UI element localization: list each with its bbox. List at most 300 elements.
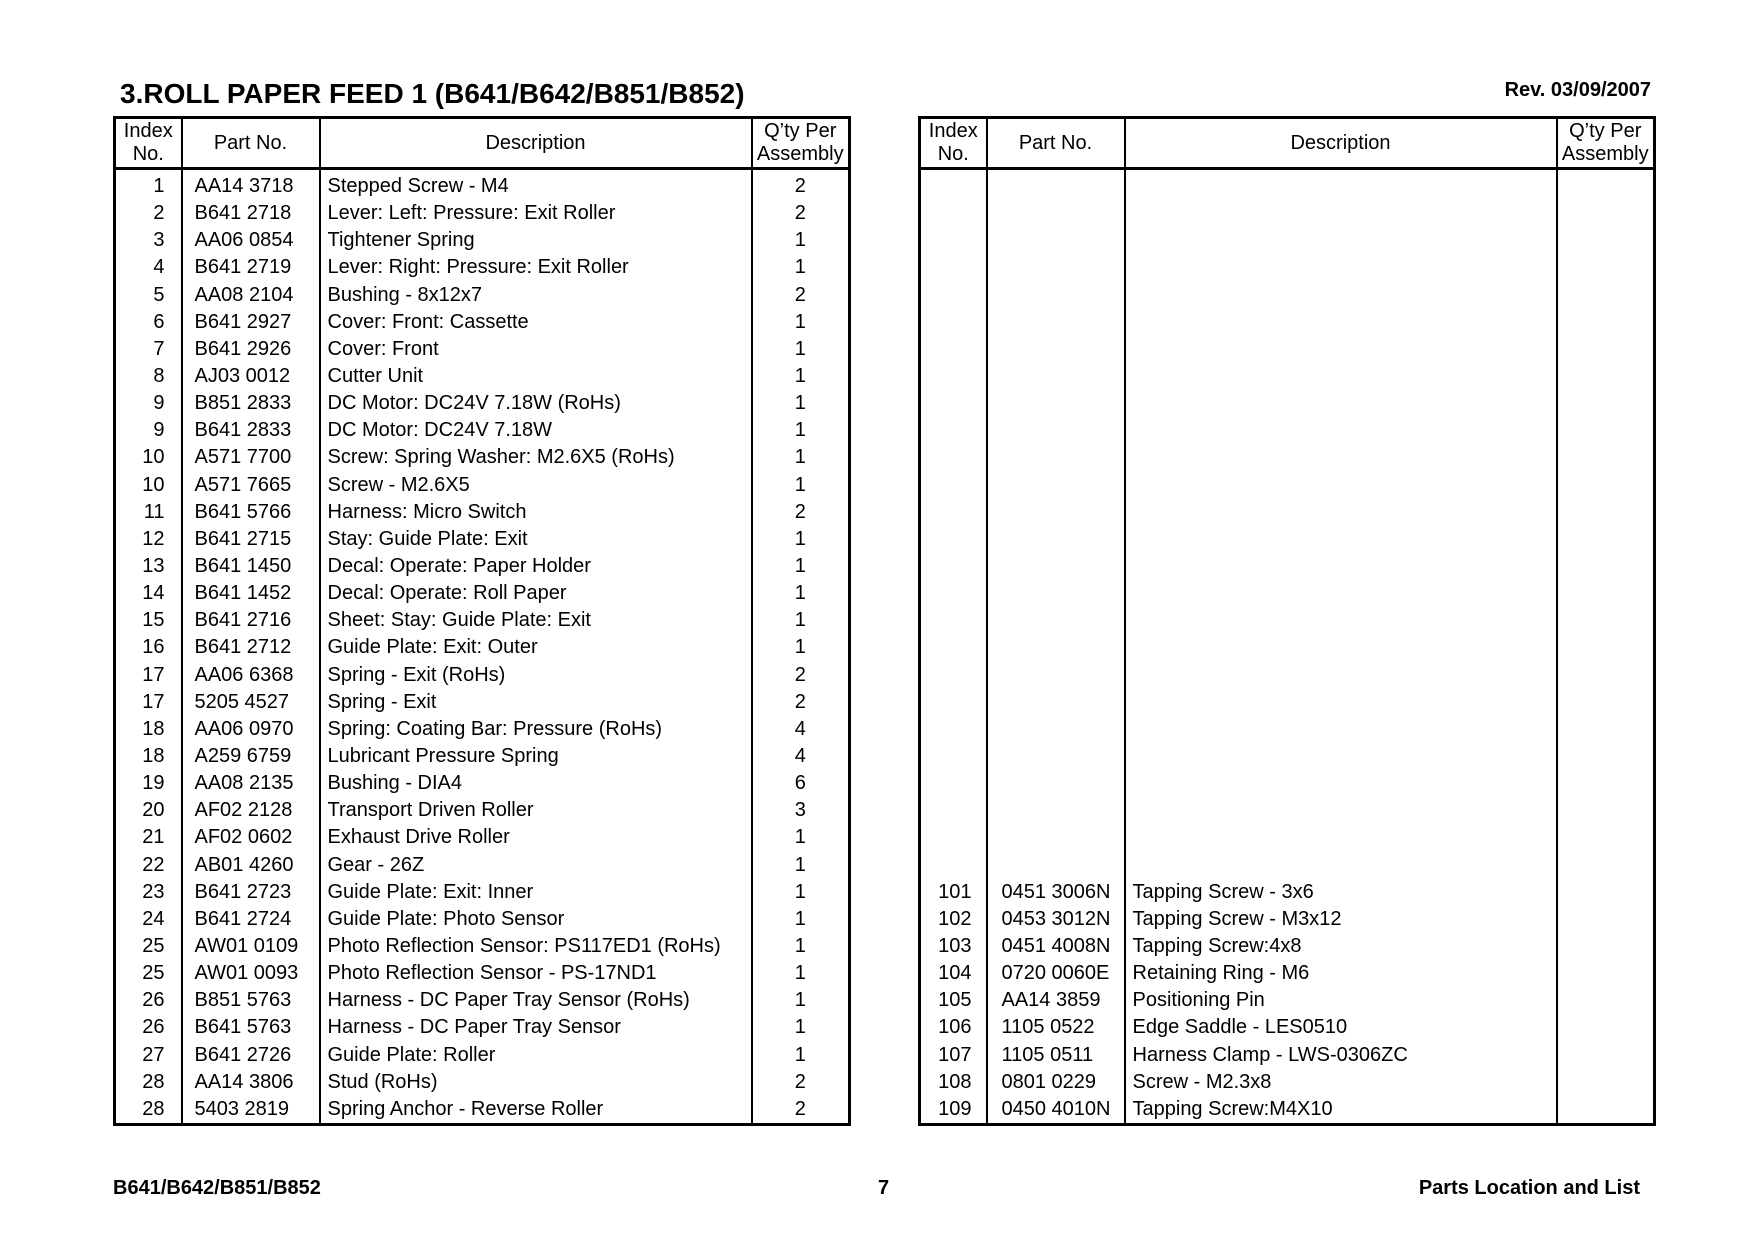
cell-index [920,363,987,390]
cell-qty [1557,169,1655,201]
table-row [115,716,850,743]
cell-part-no: 0453 3012N [987,906,1125,933]
cell-description: Guide Plate: Exit: Outer [320,634,752,661]
cell-index [920,770,987,797]
table-row [920,662,1655,689]
cell-qty [1557,254,1655,281]
cell-part-no: B641 2715 [182,526,320,553]
cell-description: Tapping Screw - M3x12 [1125,906,1557,933]
cell-index: 23 [115,879,182,906]
cell-index: 107 [920,1042,987,1069]
table-row [920,444,1655,471]
cell-qty [1557,390,1655,417]
cell-index: 19 [115,770,182,797]
table-row [920,797,1655,824]
cell-description [1125,634,1557,661]
cell-part-no [987,417,1125,444]
table-row [115,743,850,770]
cell-description [1125,227,1557,254]
cell-qty [1557,309,1655,336]
cell-description: Guide Plate: Photo Sensor [320,906,752,933]
cell-qty [1557,879,1655,906]
cell-part-no [987,634,1125,661]
cell-qty [1557,1096,1655,1125]
cell-part-no [987,580,1125,607]
cell-index [920,200,987,227]
cell-index [920,282,987,309]
cell-part-no: B641 2833 [182,417,320,444]
table-row [115,824,850,851]
table-row [115,1042,850,1069]
cell-index [920,336,987,363]
cell-description: Harness - DC Paper Tray Sensor (RoHs) [320,987,752,1014]
table-row [920,824,1655,851]
cell-part-no: AA06 0854 [182,227,320,254]
cell-index: 4 [115,254,182,281]
col-header-qty: Q’ty Per Assembly [752,118,850,169]
cell-qty [1557,797,1655,824]
cell-description: Stepped Screw - M4 [320,169,752,201]
cell-part-no [987,390,1125,417]
cell-description [1125,797,1557,824]
cell-index: 6 [115,309,182,336]
cell-description: Guide Plate: Exit: Inner [320,879,752,906]
cell-index [920,169,987,201]
cell-part-no: AB01 4260 [182,852,320,879]
cell-qty: 3 [752,797,850,824]
cell-part-no: 0451 4008N [987,933,1125,960]
table-row [115,499,850,526]
cell-index [920,444,987,471]
cell-qty [1557,852,1655,879]
cell-description: Gear - 26Z [320,852,752,879]
cell-index: 106 [920,1014,987,1041]
cell-part-no: A571 7665 [182,472,320,499]
cell-qty: 6 [752,770,850,797]
table-header-row [920,118,1655,169]
table-row [115,444,850,471]
cell-part-no: 5205 4527 [182,689,320,716]
cell-index: 17 [115,689,182,716]
cell-description: Edge Saddle - LES0510 [1125,1014,1557,1041]
cell-description: Stud (RoHs) [320,1069,752,1096]
cell-qty: 1 [752,472,850,499]
cell-description [1125,662,1557,689]
cell-index: 21 [115,824,182,851]
cell-qty: 1 [752,580,850,607]
table-row [920,200,1655,227]
table-row [115,689,850,716]
cell-part-no [987,824,1125,851]
cell-qty: 2 [752,1096,850,1125]
cell-description: Tapping Screw - 3x6 [1125,879,1557,906]
cell-index [920,254,987,281]
cell-description: Guide Plate: Roller [320,1042,752,1069]
table-row [920,689,1655,716]
cell-part-no: AA08 2135 [182,770,320,797]
cell-index: 27 [115,1042,182,1069]
cell-index: 12 [115,526,182,553]
cell-description [1125,169,1557,201]
cell-qty [1557,743,1655,770]
cell-part-no: B641 2719 [182,254,320,281]
cell-part-no [987,499,1125,526]
cell-qty: 4 [752,716,850,743]
cell-description: Tapping Screw:4x8 [1125,933,1557,960]
cell-description [1125,553,1557,580]
cell-description: Stay: Guide Plate: Exit [320,526,752,553]
cell-part-no [987,254,1125,281]
table-row [920,960,1655,987]
cell-description [1125,743,1557,770]
cell-part-no [987,852,1125,879]
cell-description: Cover: Front: Cassette [320,309,752,336]
cell-description: Retaining Ring - M6 [1125,960,1557,987]
cell-index: 9 [115,417,182,444]
cell-index [920,499,987,526]
table-row [115,580,850,607]
cell-index: 1 [115,169,182,201]
cell-description [1125,580,1557,607]
cell-description: Bushing - DIA4 [320,770,752,797]
cell-index: 13 [115,553,182,580]
cell-description [1125,526,1557,553]
table-row [920,852,1655,879]
cell-qty: 2 [752,282,850,309]
cell-part-no: 0720 0060E [987,960,1125,987]
cell-description: Exhaust Drive Roller [320,824,752,851]
table-row [115,607,850,634]
cell-part-no: B641 5763 [182,1014,320,1041]
cell-description [1125,607,1557,634]
cell-qty [1557,824,1655,851]
cell-description [1125,716,1557,743]
cell-qty: 1 [752,906,850,933]
cell-index [920,417,987,444]
cell-description: Bushing - 8x12x7 [320,282,752,309]
cell-index: 7 [115,336,182,363]
cell-index [920,309,987,336]
table-row [920,1014,1655,1041]
cell-qty [1557,689,1655,716]
cell-part-no [987,169,1125,201]
cell-description: Harness Clamp - LWS-0306ZC [1125,1042,1557,1069]
cell-index: 24 [115,906,182,933]
cell-qty [1557,553,1655,580]
table-row [920,580,1655,607]
table-row [920,169,1655,201]
cell-index: 8 [115,363,182,390]
cell-part-no: 5403 2819 [182,1096,320,1125]
cell-description [1125,852,1557,879]
table-row [920,390,1655,417]
cell-description: Positioning Pin [1125,987,1557,1014]
cell-description [1125,444,1557,471]
cell-part-no [987,553,1125,580]
cell-qty: 1 [752,824,850,851]
cell-description [1125,689,1557,716]
cell-description: Tightener Spring [320,227,752,254]
cell-qty: 1 [752,363,850,390]
cell-qty: 4 [752,743,850,770]
cell-index [920,580,987,607]
footer-model: B641/B642/B851/B852 [113,1177,321,1199]
cell-qty [1557,363,1655,390]
table-row [920,227,1655,254]
table-row [115,472,850,499]
cell-qty [1557,580,1655,607]
col-header-index: Index No. [920,118,987,169]
table-row [115,282,850,309]
cell-qty: 2 [752,689,850,716]
col-header-description: Description [1125,118,1557,169]
cell-qty [1557,933,1655,960]
cell-index: 25 [115,933,182,960]
cell-description: Lubricant Pressure Spring [320,743,752,770]
cell-index: 25 [115,960,182,987]
footer-section: Parts Location and List [1418,1177,1640,1199]
cell-part-no [987,689,1125,716]
cell-description: Photo Reflection Sensor: PS117ED1 (RoHs) [320,933,752,960]
cell-index [920,689,987,716]
cell-part-no: AJ03 0012 [182,363,320,390]
table-row [920,906,1655,933]
cell-qty: 1 [752,390,850,417]
cell-part-no: AF02 0602 [182,824,320,851]
page-title: 3.ROLL PAPER FEED 1 (B641/B642/B851/B852) [120,78,745,109]
cell-part-no [987,227,1125,254]
cell-part-no: AW01 0093 [182,960,320,987]
table-row [920,282,1655,309]
table-row [920,607,1655,634]
cell-index [920,390,987,417]
cell-description: Cutter Unit [320,363,752,390]
cell-description: Transport Driven Roller [320,797,752,824]
table-row [115,254,850,281]
table-row [920,553,1655,580]
cell-index: 15 [115,607,182,634]
cell-index [920,797,987,824]
cell-qty [1557,444,1655,471]
cell-qty: 1 [752,309,850,336]
cell-description [1125,363,1557,390]
col-header-part-no: Part No. [987,118,1125,169]
table-row [115,797,850,824]
cell-index: 10 [115,444,182,471]
cell-part-no: AW01 0109 [182,933,320,960]
cell-part-no: B641 2926 [182,336,320,363]
cell-qty [1557,987,1655,1014]
cell-index: 9 [115,390,182,417]
cell-description: DC Motor: DC24V 7.18W (RoHs) [320,390,752,417]
table-row [115,1069,850,1096]
cell-index: 17 [115,662,182,689]
cell-qty [1557,1042,1655,1069]
cell-qty [1557,634,1655,661]
cell-qty [1557,960,1655,987]
table-row [115,634,850,661]
cell-qty [1557,1069,1655,1096]
cell-index: 109 [920,1096,987,1125]
cell-part-no [987,200,1125,227]
cell-description: Sheet: Stay: Guide Plate: Exit [320,607,752,634]
cell-description: Tapping Screw:M4X10 [1125,1096,1557,1125]
cell-qty: 1 [752,852,850,879]
cell-qty: 1 [752,987,850,1014]
table-row [115,987,850,1014]
table-row [115,1096,850,1125]
cell-qty [1557,526,1655,553]
cell-description [1125,200,1557,227]
table-row [920,933,1655,960]
table-row [115,770,850,797]
cell-qty: 1 [752,336,850,363]
cell-qty: 1 [752,634,850,661]
cell-index [920,824,987,851]
cell-qty [1557,716,1655,743]
cell-part-no: AA14 3718 [182,169,320,201]
table-row [920,770,1655,797]
cell-qty: 1 [752,1014,850,1041]
cell-qty: 1 [752,227,850,254]
cell-qty [1557,906,1655,933]
cell-qty [1557,282,1655,309]
cell-part-no [987,797,1125,824]
cell-part-no: AA06 6368 [182,662,320,689]
cell-part-no: B641 2726 [182,1042,320,1069]
col-header-qty: Q’ty Per Assembly [1557,118,1655,169]
cell-index: 18 [115,716,182,743]
cell-qty [1557,336,1655,363]
cell-index: 103 [920,933,987,960]
cell-index: 10 [115,472,182,499]
cell-index: 22 [115,852,182,879]
table-row [115,309,850,336]
cell-part-no [987,336,1125,363]
cell-description: Spring - Exit (RoHs) [320,662,752,689]
cell-part-no: B641 2927 [182,309,320,336]
cell-part-no: B641 1450 [182,553,320,580]
cell-qty [1557,417,1655,444]
cell-qty: 1 [752,417,850,444]
cell-index: 2 [115,200,182,227]
cell-part-no: AF02 2128 [182,797,320,824]
cell-part-no: A259 6759 [182,743,320,770]
cell-description: Screw: Spring Washer: M2.6X5 (RoHs) [320,444,752,471]
cell-qty: 2 [752,662,850,689]
table-row [920,363,1655,390]
table-row [115,417,850,444]
cell-part-no: AA14 3806 [182,1069,320,1096]
col-header-index: Index No. [115,118,182,169]
table-row [920,987,1655,1014]
table-row [115,169,850,201]
cell-description: Screw - M2.6X5 [320,472,752,499]
cell-part-no: AA14 3859 [987,987,1125,1014]
cell-description [1125,336,1557,363]
cell-index [920,526,987,553]
cell-index [920,607,987,634]
cell-part-no: B851 5763 [182,987,320,1014]
cell-description: DC Motor: DC24V 7.18W [320,417,752,444]
cell-qty [1557,200,1655,227]
cell-part-no: B641 2712 [182,634,320,661]
cell-index: 105 [920,987,987,1014]
table-row [920,1096,1655,1125]
table-row [115,363,850,390]
cell-index: 28 [115,1069,182,1096]
table-row [115,1014,850,1041]
cell-description [1125,390,1557,417]
cell-qty [1557,472,1655,499]
cell-description: Spring: Coating Bar: Pressure (RoHs) [320,716,752,743]
cell-index: 28 [115,1096,182,1125]
cell-qty: 1 [752,526,850,553]
table-row [920,743,1655,770]
cell-description [1125,282,1557,309]
table-row [115,553,850,580]
cell-part-no [987,309,1125,336]
table-row [115,336,850,363]
cell-index: 3 [115,227,182,254]
cell-qty: 1 [752,254,850,281]
parts-table-right [918,116,1656,1126]
cell-qty [1557,607,1655,634]
cell-part-no: B851 2833 [182,390,320,417]
cell-qty: 1 [752,444,850,471]
cell-description: Cover: Front [320,336,752,363]
cell-qty: 1 [752,553,850,580]
cell-part-no [987,363,1125,390]
cell-description: Lever: Right: Pressure: Exit Roller [320,254,752,281]
cell-description [1125,499,1557,526]
cell-qty: 2 [752,1069,850,1096]
table-row [920,526,1655,553]
cell-index [920,553,987,580]
cell-part-no: 1105 0511 [987,1042,1125,1069]
cell-part-no: B641 5766 [182,499,320,526]
cell-index: 20 [115,797,182,824]
cell-description: Screw - M2.3x8 [1125,1069,1557,1096]
cell-part-no: B641 2723 [182,879,320,906]
cell-part-no [987,282,1125,309]
cell-index: 26 [115,987,182,1014]
cell-index: 102 [920,906,987,933]
cell-description: Harness: Micro Switch [320,499,752,526]
table-row [920,1042,1655,1069]
table-row [920,336,1655,363]
parts-list-left [115,169,850,1125]
table-row [115,200,850,227]
cell-qty [1557,662,1655,689]
cell-index [920,716,987,743]
table-row [115,526,850,553]
cell-qty: 2 [752,169,850,201]
cell-qty: 2 [752,200,850,227]
cell-index: 11 [115,499,182,526]
cell-index [920,852,987,879]
parts-table-left [113,116,851,1126]
cell-qty: 1 [752,879,850,906]
cell-index: 26 [115,1014,182,1041]
cell-part-no [987,607,1125,634]
table-row [115,960,850,987]
cell-description [1125,472,1557,499]
cell-description: Spring Anchor - Reverse Roller [320,1096,752,1125]
cell-part-no [987,526,1125,553]
col-header-description: Description [320,118,752,169]
table-row [920,1069,1655,1096]
